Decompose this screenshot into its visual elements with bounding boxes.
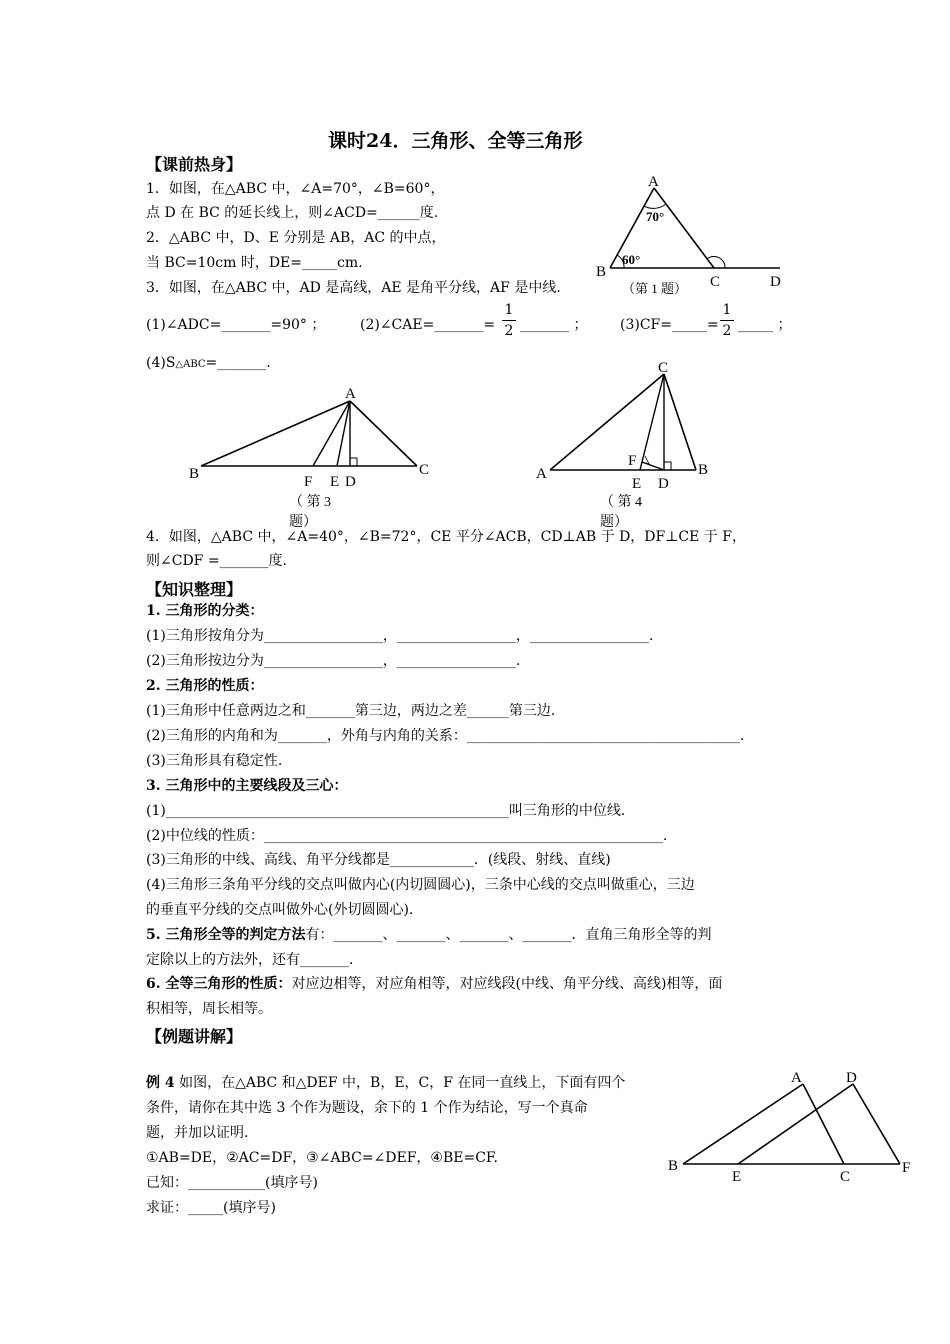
example4-line1-text: 如图，在△ABC 和△DEF 中，B，E，C，F 在同一直线上，下面有四个 [179,1075,626,1091]
fig1-angle-a-arc [644,204,666,208]
section-knowledge: 【知识整理】 [146,580,243,599]
q1-line2: 点 D 在 BC 的延长线上，则∠ACD=______度. [146,205,439,221]
fig1-caption: （第 1 题） [622,281,688,296]
fig1-angle-b: 60° [622,252,641,267]
figure-4 [530,352,730,532]
example4-label: 例 4 [146,1075,175,1091]
example4-line1 [146,1074,625,1092]
q3-part2: (2)∠CAE=_______= [360,317,496,333]
fraction-denominator: 2 [722,323,732,339]
knowledge-6-heading: 6. 全等三角形的性质： [146,976,292,992]
fig3-side-ac [350,401,417,466]
ex4-side-de [738,1084,853,1164]
fig1-angle-a: 70° [646,209,665,224]
ex4-label-d: D [846,1070,857,1086]
fig4-side-ac [550,374,664,470]
fig3-side-ab [201,401,350,466]
fig4-perp-df [642,462,664,470]
q3-part2-tail: _______ ； [520,317,588,333]
knowledge-heading-3: 3. 三角形中的主要线段及三心： [146,778,348,794]
knowledge-2c: (3)三角形具有稳定性. [146,753,283,769]
knowledge-5-heading: 5. 三角形全等的判定方法 [146,927,306,943]
example4-given: 已知：___________(填序号) [146,1175,318,1191]
example4-conditions: ①AB=DE，②AC=DF，③∠ABC=∠DEF，④BE=CF. [146,1150,498,1166]
knowledge-5-line1 [146,926,712,944]
fig4-side-bc [664,374,696,470]
q3-part3-fraction [720,302,734,339]
knowledge-2a: (1)三角形中任意两边之和_______第三边，两边之差______第三边. [146,703,556,719]
q4-line2: 则∠CDF =_______度. [146,553,288,569]
ex4-label-b: B [668,1158,679,1174]
q3-line1: 3．如图，在△ABC 中，AD 是高线，AE 是角平分线，AF 是中线． [146,280,571,296]
fig4-label-e: E [632,476,642,492]
fraction-denominator: 2 [504,323,514,339]
knowledge-5-text: 有：_______、_______、_______、_______．直角三角形全等的判 [305,927,712,943]
section-examples: 【例题讲解】 [146,1027,243,1046]
q3-part2-fraction [502,302,516,339]
q1-line1: 1．如图，在△ABC 中，∠A=70°，∠B=60°， [146,181,445,197]
knowledge-3d-line2: 的垂直平分线的交点叫做外心(外切圆圆心). [146,902,414,918]
q3-part3: (3)CF=_____= [620,317,719,333]
fig4-bisector-ce [640,374,664,470]
fig3-label-c: C [419,462,430,478]
knowledge-6-line2: 积相等，周长相等。 [146,1001,272,1017]
fig4-label-d: D [658,476,669,492]
q3-part4-s: (4)S [146,355,176,371]
knowledge-1b: (2)三角形按边分为_________________，_________________. [146,653,521,669]
q4-line1: 4．如图，△ABC 中，∠A=40°，∠B=72°，CE 平分∠ACB，CD⊥AB 于 D，DF⊥CE 于 F， [146,529,746,545]
fig4-label-b: B [698,462,709,478]
fig3-bisector-ae [337,401,350,466]
ex4-label-e: E [732,1169,742,1185]
knowledge-heading-2: 2. 三角形的性质： [146,678,264,694]
fig3-label-e: E [330,474,340,490]
q3-part4-sub: △ABC [175,359,206,370]
example4-prove: 求证：_____(填序号) [146,1200,276,1216]
fig4-label-c: C [658,360,669,376]
section-warmup: 【课前热身】 [146,155,243,174]
knowledge-1a: (1)三角形按角分为_________________，_________________，_________________. [146,628,654,644]
fig3-label-d: D [345,474,356,490]
ex4-label-f: F [902,1160,911,1176]
fig1-label-a: A [648,174,659,190]
knowledge-2b: (2)三角形的内角和为_______，外角与内角的关系：_______________________________________. [146,728,745,744]
q3-part1: (1)∠ADC=_______=90° ； [146,317,326,333]
q2-line1: 2．△ABC 中，D、E 分别是 AB，AC 的中点， [146,230,446,246]
ex4-label-c: C [840,1169,851,1185]
figure-1 [590,172,790,302]
fraction-numerator: 1 [504,302,514,318]
knowledge-3c: (3)三角形的中线、高线、角平分线都是____________．(线段、射线、直线) [146,852,611,868]
q2-line2: 当 BC=10cm 时，DE=_____cm. [146,255,363,271]
knowledge-3a: (1)_________________________________________________叫三角形的中位线. [146,803,626,819]
q3-part4 [146,354,271,374]
page-title: 课时24．三角形、全等三角形 [328,130,583,152]
knowledge-6-text: 对应边相等，对应角相等，对应线段(中线、角平分线、高线)相等，面 [291,976,723,992]
example4-line3: 题，并加以证明. [146,1125,249,1141]
fig3-caption-line1: （ 第 3 [289,495,331,510]
knowledge-5-line2: 定除以上的方法外，还有_______. [146,952,354,968]
fig3-right-angle-mark [350,458,357,466]
ex4-side-df [853,1084,900,1164]
figure-3 [185,380,445,530]
fig4-label-a: A [536,466,547,482]
fig1-label-d: D [770,274,781,290]
fig4-caption-line1: （ 第 4 [600,495,642,510]
fig4-label-f: F [628,453,637,469]
q3-part3-tail: _____ ； [738,317,792,333]
fig3-label-a: A [345,386,356,402]
knowledge-6-line1 [146,975,722,993]
figure-example-4 [660,1066,920,1196]
fig3-caption-line2: 题） [289,515,317,530]
fig1-side-ac [654,188,714,268]
fraction-numerator: 1 [722,302,732,318]
example4-line2: 条件，请你在其中选 3 个作为题设，余下的 1 个作为结论，写一个真命 [146,1100,588,1116]
knowledge-3d-line1: (4)三角形三条角平分线的交点叫做内心(内切圆圆心)，三条中心线的交点叫做重心，三边 [146,877,695,893]
q3-part4-tail: =_______. [205,355,271,371]
fig3-median-af [313,401,350,466]
fig4-caption-line2: 题） [600,515,628,530]
ex4-side-ab [683,1084,803,1164]
fig4-right-angle-mark-d [664,462,671,470]
fig1-label-b: B [596,264,607,280]
ex4-side-ac [803,1084,844,1164]
fig1-label-c: C [710,274,721,290]
fig3-label-b: B [189,466,200,482]
ex4-label-a: A [791,1070,802,1086]
knowledge-3b: (2)中位线的性质：_________________________________________________________. [146,828,668,844]
knowledge-heading-1: 1. 三角形的分类： [146,603,264,619]
fig3-label-f: F [304,474,313,490]
